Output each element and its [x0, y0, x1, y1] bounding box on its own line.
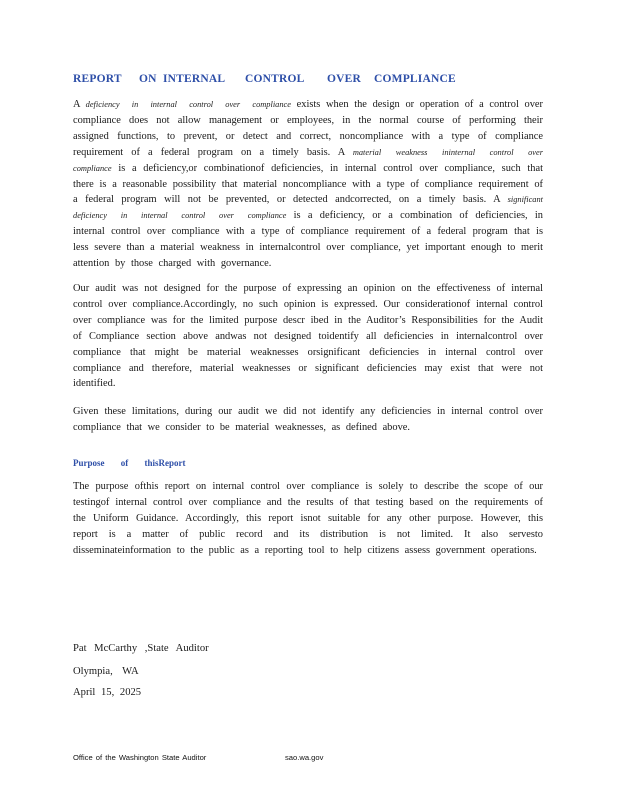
heading-word: ON: [139, 73, 157, 85]
heading-word: COMPLIANCE: [374, 73, 456, 85]
heading-word: OVER: [327, 73, 362, 85]
signature-name: Pat McCarthy ,State Auditor: [73, 643, 209, 654]
heading-word: CONTROL: [245, 73, 305, 85]
paragraph-audit-scope: Our audit was not designed for the purpose of expressing an opinion on the effectiveness of internal control over compliance.Accordingly, no such opinion is expressed. Our considerationof internal control over compliance was for the limited purpose descr ibed in the Auditor’s Responsibilities for the Audit of Compliance section above andwas not designed toidentify all deficiencies in internalcontrol over compliance that might be material weaknesses orsignificant deficiencies in internal control over compliance and therefore, material weaknesses or significant deficiencies may exist that were not identified.: [73, 283, 543, 390]
section-heading: [73, 73, 543, 85]
footer-office: Office of the Washington State Auditor: [73, 753, 207, 762]
paragraph-definitions: [73, 97, 543, 272]
subheading-purpose: Purpose of thisReport: [73, 458, 186, 468]
paragraph-limitations: Given these limitations, during our audit we did not identify any deficiencies in internal control over compliance that we consider to be material weaknesses, as defined above.: [73, 406, 543, 433]
paragraph-purpose: The purpose ofthis report on internal control over compliance is solely to describe the scope of our testingof internal control over compliance and the results of that testing based on the requirements of the Uniform Guidance. Accordingly, this report isnot suitable for any other purpose. However, this report is a matter of public record and its distribution is not limited. It also servesto disseminateinformation to the public as a reporting tool to help citizens assess government operations.: [73, 481, 543, 556]
signature-location: Olympia, WA: [73, 666, 139, 677]
defined-term: significant deficiency in internal control over compliance: [73, 195, 543, 221]
footer-website: sao.wa.gov: [285, 753, 324, 762]
para-text: is a deficiency, or a combination of deficiencies, in internal control over compliance with a type of compliance requirement of a federal program that is less severe than a material weakness in internalcontrol over compliance, yet important enough to merit attention by those charged with governance.: [73, 210, 543, 270]
signature-date: April 15, 2025: [73, 687, 142, 698]
para-text: is a deficiency,or combinationof deficiencies, in internal control over compliance, such that there is a reasonable possibility that material noncompliance with a type of compliance requirement of a federal program will not be prevented, or detected andcorrected, on a timely basis. A: [73, 162, 543, 206]
heading-word: REPORT: [73, 73, 122, 85]
defined-term: material weakness ininternal control over compliance: [73, 147, 544, 173]
defined-term: deficiency in internal control over compliance: [85, 100, 291, 109]
para-text: A: [73, 99, 80, 110]
heading-word: INTERNAL: [163, 73, 226, 85]
para-text: exists when the design or operation of a control over compliance does not allow management or employees, in the normal course of performing their assigned functions, to prevent, or detect and correct, noncompliance with a type of compliance requirement of a federal program on a timely basis. A: [73, 99, 543, 158]
